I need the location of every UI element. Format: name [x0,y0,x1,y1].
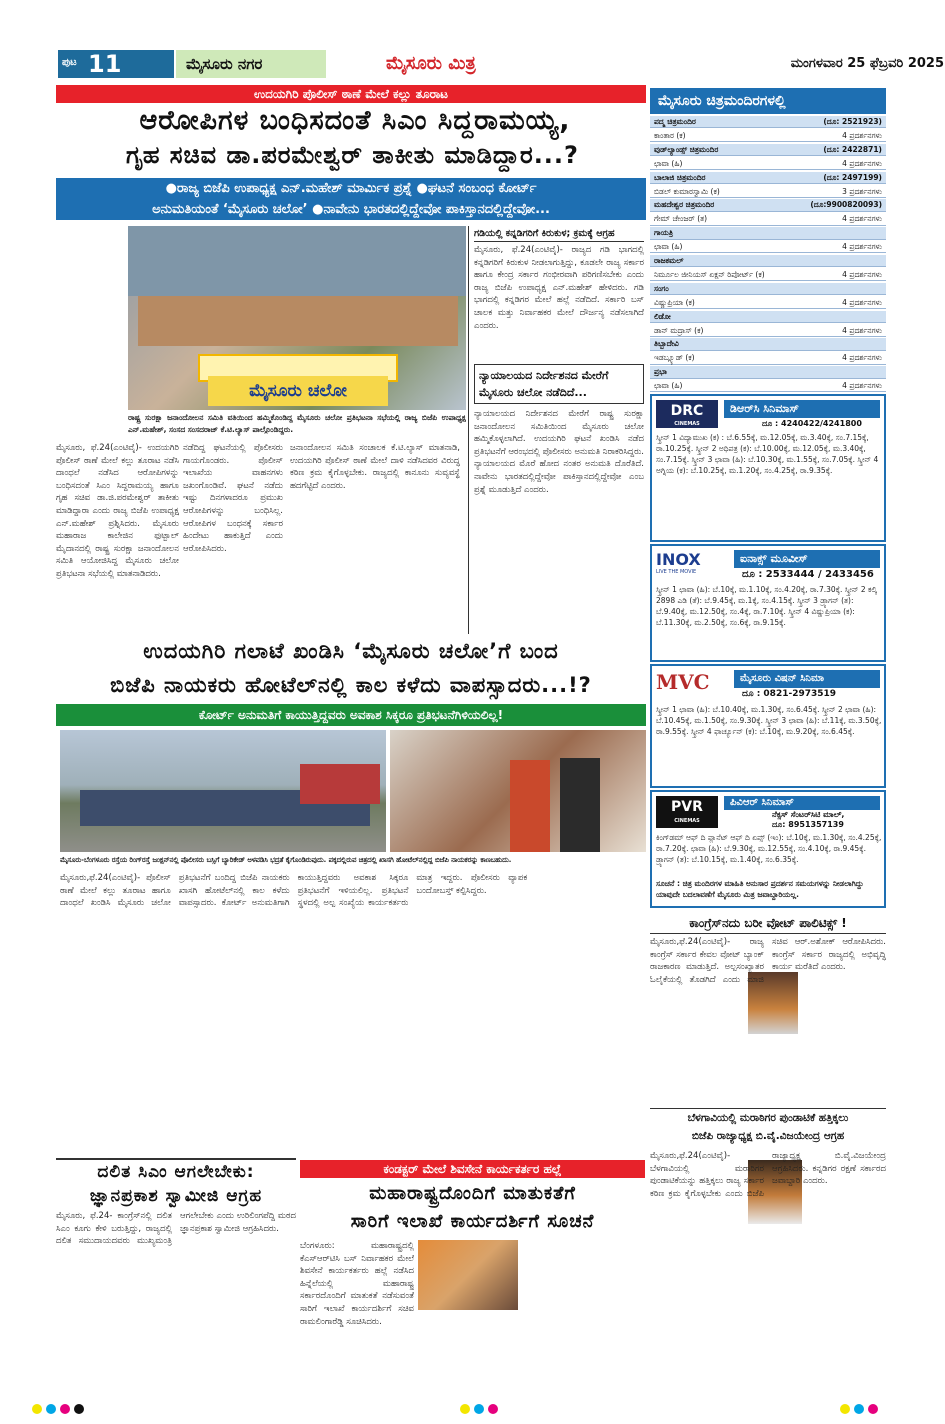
cinema-row [650,352,886,364]
cinema-row [650,297,886,309]
photo-sky [128,226,466,296]
cinema-row-name: ಛಾವಾ (ಹಿ) [654,158,683,168]
cinema-row [650,269,886,281]
yellow-mark-icon [32,1404,42,1414]
cyan-mark-icon [854,1404,864,1414]
cinema-row [650,380,886,392]
issue-date: ಮಂಗಳವಾರ 25 ಫೆಬ್ರವರಿ 2025 [790,56,944,71]
cinema-row-name: ಮಹದೇಶ್ವರ ಚಿತ್ರಮಂದಿರ [654,200,715,210]
cinema-row [650,255,886,267]
cinema-row-info: 4 ಪ್ರದರ್ಶನಗಳು [842,325,882,335]
cinema-row-name: ಇಡಬ್ಲ್ಯೂಡ್ (ಕ) [654,353,695,363]
column-rule [468,226,469,634]
cinema-row-info: 4 ಪ್ರದರ್ಶನಗಳು [842,381,882,391]
pvr-logo-text: PVR [671,799,703,815]
cinema-row-info: 4 ಪ್ರದರ್ಶನಗಳು [842,158,882,168]
story6-headline-2: ಸಾರಿಗೆ ಇಲಾಖೆ ಕಾರ್ಯದರ್ಶಿಗೆ ಸೂಚನೆ [350,1211,595,1232]
story3-body: ನ್ಯಾಯಾಲಯದ ನಿರ್ದೇಶನದ ಮೇರೆಗೆ ರಾಷ್ಟ್ರ ಸುರಕ್ಷಾ ಜನಾಂದೋಲನ ಸಮಿತಿಯಿಂದ ಮೈಸೂರು ಚಲೋ ಹಮ್ಮಿಕೊಳ್ಳಲಾಗಿದೆ. ಉದಯಗಿರಿ ಘಟನೆ ಖಂಡಿಸಿ ನಡೆದ ಪ್ರತಿಭಟನೆಗೆ ಆರಂಭದಲ್ಲಿ ಪೊಲೀಸರು ಅನುಮತಿ ನಿರಾಕರಿಸಿದ್ದರು. ನ್ಯಾಯಾಲಯದ ಮೊರೆ ಹೋದ ನಂತರ ಅನುಮತಿ ದೊರೆತಿದೆ. ನಾವೇನು ಭಾರತದಲ್ಲಿದ್ದೇವೋ ಪಾಕಿಸ್ತಾನದಲ್ಲಿದ್ದೇವೋ ಎಂಬ ಪ್ರಶ್ನೆ ಮೂಡುತ್ತಿದೆ ಎಂದರು. [474,409,644,495]
cinema-row-name: ಛಾವಾ (ಹಿ) [654,242,683,252]
story4-headline-2: ಬಿಜೆಪಿ ನಾಯಕರು ಹೋಟೆಲ್‌ನಲ್ಲಿ ಕಾಲ ಕಳೆದು ವಾಪಸ್ಸಾದರು...!? [110,673,592,697]
mvc-box [650,664,886,788]
pvr-logo [656,796,718,828]
person-dark [560,758,600,852]
story8-body: ಮೈಸೂರು,ಫೆ.24(ಎಂಟಿವೈ)- ಬೆಳಗಾವಿಯಲ್ಲಿ ಮರಾಠಿಗರ ಪುಂಡಾಟಿಕೆಯನ್ನು ಹತ್ತಿಕ್ಕಲು ರಾಜ್ಯ ಸರ್ಕಾರ ಕಠಿಣ ಕ್ರಮ ಕೈಗೊಳ್ಳಬೇಕು ಎಂದು ಬಿಜೆಪಿ ರಾಜ್ಯಾಧ್ಯಕ್ಷ ಬಿ.ವೈ.ವಿಜಯೇಂದ್ರ ಆಗ್ರಹಿಸಿದರು. ಕನ್ನಡಿಗರ ರಕ್ಷಣೆ ಸರ್ಕಾರದ ಜವಾಬ್ದಾರಿ ಎಂದರು. [650,1151,886,1199]
cinema-row-info: 4 ಪ್ರದರ್ಶನಗಳು [842,353,882,363]
story6-headline-1: ಮಹಾರಾಷ್ಟ್ರದೊಂದಿಗೆ ಮಾತುಕತೆಗೆ [369,1183,576,1204]
cinema-row-info: (ದೂ:9900820093) [810,200,882,210]
pvr-subtitle: ನೆಕ್ಸಸ್ ಸೆಂಟರ್‌ಸಿಟಿ ಮಾಲ್, [772,810,845,819]
story2-headline: ಗಡಿಯಲ್ಲಿ ಕನ್ನಡಿಗರಿಗೆ ಕಿರುಕುಳ; ಕ್ರಮಕ್ಕೆ ಆಗ್ರಹ [474,226,644,242]
story1-deck-line1: ●ರಾಜ್ಯ ಬಿಜೆಪಿ ಉಪಾಧ್ಯಕ್ಷ ಎನ್.ಮಹೇಶ್ ಮಾರ್ಮಿಕ ಪ್ರಶ್ನೆ ●ಘಟನೆ ಸಂಬಂಧ ಕೋರ್ಟ್ [165,181,537,196]
story2-body: ಮೈಸೂರು, ಫೆ.24(ಎಂಟಿವೈ)- ರಾಜ್ಯದ ಗಡಿ ಭಾಗದಲ್ಲಿ ಕನ್ನಡಿಗರಿಗೆ ಕಿರುಕುಳ ನೀಡಲಾಗುತ್ತಿದ್ದು, ಕೂಡಲೇ ರಾಜ್ಯ ಸರ್ಕಾರ ಹಾಗೂ ಕೇಂದ್ರ ಸರ್ಕಾರ ಗಂಭೀರವಾಗಿ ಪರಿಗಣಿಸಬೇಕು ಎಂದು ರಾಜ್ಯ ಬಿಜೆಪಿ ಉಪಾಧ್ಯಕ್ಷ ಎನ್.ಮಹೇಶ್ ಹೇಳಿದರು. ಗಡಿ ಭಾಗದಲ್ಲಿ ಕನ್ನಡಿಗರ ಮೇಲೆ ಹಲ್ಲೆ ನಡೆದಿದೆ. ಸರ್ಕಾರಿ ಬಸ್ ಚಾಲಕ ಮತ್ತು ನಿರ್ವಾಹಕರ ಮೇಲೆ ದೌರ್ಜನ್ಯ ನಡೆಸಲಾಗಿದೆ ಎಂದರು. [474,245,644,331]
story8-headline-2: ಬಿಜೆಪಿ ರಾಜ್ಯಾಧ್ಯಕ್ಷ ಬಿ.ವೈ.ವಿಜಯೇಂದ್ರ ಆಗ್ರಹ [691,1130,845,1142]
story4-headline-1: ಉದಯಗಿರಿ ಗಲಾಟೆ ಖಂಡಿಸಿ ‘ಮೈಸೂರು ಚಲೋ’ಗೆ ಬಂದ [143,639,559,663]
story3-headline-2: ಮೈಸೂರು ಚಲೋ ನಡೆದಿದೆ... [479,386,587,399]
story4-photo-police [60,730,386,852]
cinema-row-name: ತಿಬ್ಬಾದೇವಿ [654,339,679,349]
story1-kicker-bar [56,85,646,103]
story7-headline: ಕಾಂಗ್ರೆಸ್‌ನದು ಬರೀ ವೋಟ್ ಪಾಲಿಟಿಕ್ಸ್ ! [650,912,886,934]
story4-photo-caption: ಮೈಸೂರು-ಬೆಂಗಳೂರು ರಸ್ತೆಯ ರಿಂಗ್‌ರಸ್ತೆ ಜಂಕ್ಷನ್‌ನಲ್ಲಿ ಪೊಲೀಸರು ಬಸ್ಸಿಗೆ ಬ್ಯಾರಿಕೇಡ್ ಅಳವಡಿಸಿ ಭದ್ರತೆ ಕೈಗೊಂಡಿರುವುದು. ಪಕ್ಕದಲ್ಲಿರುವ ಚಿತ್ರದಲ್ಲಿ ಖಾಸಗಿ ಹೋಟೆಲ್‌ನಲ್ಲಿದ್ದ ಬಿಜೆಪಿ ನಾಯಕರನ್ನು ಕಾಣಬಹುದು. [60,856,512,864]
bus [300,764,380,804]
section-title: ಮೈಸೂರು ನಗರ [176,50,326,78]
story6-kicker-bar [300,1160,645,1178]
story1-photo [128,226,466,410]
cinema-row-name: ಪ್ರಭಾ [654,367,667,377]
story6-photo [418,1240,518,1310]
pvr-title: ಪಿವಿಆರ್ ಸಿನಿಮಾಸ್ [724,796,880,810]
cinema-row [650,338,886,350]
story1-body-col1: ಮೈಸೂರು, ಫೆ.24(ಎಂಟಿವೈ)- ಉದಯಗಿರಿ ಪೊಲೀಸ್ ಠಾಣೆ ಮೇಲೆ ಕಲ್ಲು ತೂರಾಟ ನಡೆಸಿ ದಾಂಧಲೆ ನಡೆಸಿದ ಆರೋಪಿಗಳನ್ನು ಬಂಧಿಸದಂತೆ ಸಿಎಂ ಸಿದ್ದರಾಮಯ್ಯ ಹಾಗೂ ಗೃಹ ಸಚಿವ ಡಾ.ಜಿ.ಪರಮೇಶ್ವರ್ ತಾಕೀತು ಮಾಡಿದ್ದಾರಾ ಎಂದು ರಾಜ್ಯ ಬಿಜೆಪಿ ಉಪಾಧ್ಯಕ್ಷ ಎನ್.ಮಹೇಶ್ ಪ್ರಶ್ನಿಸಿದರು. ಮೈಸೂರು ಮಹಾರಾಜ ಕಾಲೇಜಿನ ಫುಟ್ಬಾಲ್ ಮೈದಾನದಲ್ಲಿ ರಾಷ್ಟ್ರ ಸುರಕ್ಷಾ ಜನಾಂದೋಲನ ಸಮಿತಿ ಆಯೋಜಿಸಿದ್ದ ಮೈಸೂರು ಚಲೋ ಪ್ರತಿಭಟನಾ ಸಭೆಯಲ್ಲಿ ಮಾತನಾಡಿದರು. [56,443,179,579]
drc-logo [656,400,718,428]
inox-title: ಐನಾಕ್ಸ್ ಮೂವೀಸ್ [734,550,880,568]
story3-headline-box [474,364,644,404]
story1-deck [56,178,646,220]
mvc-schedule: ಸ್ಕ್ರೀನ್ 1 ಛಾವಾ (ಹಿ): ಬೆ.10.40ಕ್ಕೆ, ಮ.1.30ಕ್ಕೆ, ಸಂ.6.45ಕ್ಕೆ. ಸ್ಕ್ರೀನ್ 2 ಛಾವಾ (ಹಿ): ಬೆ.10.45ಕ್ಕೆ, ಮ.1.50ಕ್ಕೆ, ಸಂ.9.30ಕ್ಕೆ. ಸ್ಕ್ರೀನ್ 3 ಛಾವಾ (ಹಿ): ಬೆ.11ಕ್ಕೆ, ಮ.3.50ಕ್ಕೆ, ರಾ.9.55ಕ್ಕೆ. ಸ್ಕ್ರೀನ್ 4 ಫಾರ್ಚ್ಯೂನ್ (ಕ): ಬೆ.10ಕ್ಕೆ, ಮ.9.20ಕ್ಕೆ, ಸಂ.6.45ಕ್ಕೆ. [656,705,882,736]
page-number-box [58,50,174,78]
cinema-row-name: ಬಾಲಾಜಿ ಚಿತ್ರಮಂದಿರ [654,172,706,182]
story4-body: ಮೈಸೂರು,ಫೆ.24(ಎಂಟಿವೈ)- ಪೊಲೀಸ್ ಠಾಣೆ ಮೇಲೆ ಕಲ್ಲು ತೂರಾಟ ಹಾಗೂ ದಾಂಧಲೆ ಖಂಡಿಸಿ ಮೈಸೂರು ಚಲೋ ಪ್ರತಿಭಟನೆಗೆ ಬಂದಿದ್ದ ಬಿಜೆಪಿ ನಾಯಕರು ಖಾಸಗಿ ಹೋಟೆಲ್‌ನಲ್ಲಿ ಕಾಲ ಕಳೆದು ವಾಪಸ್ಸಾದರು. ಕೋರ್ಟ್ ಅನುಮತಿಗಾಗಿ ಕಾಯುತ್ತಿದ್ದವರು ಅವಕಾಶ ಸಿಕ್ಕರೂ ಪ್ರತಿಭಟನೆಗೆ ಇಳಿಯಲಿಲ್ಲ. ಪ್ರತಿಭಟನೆ ಸ್ಥಳದಲ್ಲಿ ಅಲ್ಪ ಸಂಖ್ಯೆಯ ಕಾರ್ಯಕರ್ತರು ಮಾತ್ರ ಇದ್ದರು. ಪೊಲೀಸರು ವ್ಯಾಪಕ ಬಂದೋಬಸ್ತ್ ಕಲ್ಪಿಸಿದ್ದರು. [60,873,528,909]
mvc-phone: ದೂ : 0821-2973519 [742,689,837,699]
cinema-row-name: ಗಾಯತ್ರಿ [654,228,674,238]
cyan-mark-icon [474,1404,484,1414]
inox-logo-sub: LIVE THE MOVIE [656,569,697,575]
pvr-schedule: ಕಿಂಗ್‌ಡಮ್ ಆಫ್ ದಿ ಪ್ಲಾನೆಟ್ ಆಫ್ ದಿ ಏಪ್ಸ್ (ಇಂ): ಬೆ.10ಕ್ಕೆ, ಮ.1.30ಕ್ಕೆ, ಸಂ.4.25ಕ್ಕೆ, ರಾ.7.20ಕ್ಕೆ. ಛಾವಾ (ಹಿ): ಬೆ.9.30ಕ್ಕೆ, ಮ.12.55ಕ್ಕೆ, ಸಂ.4.10ಕ್ಕೆ, ರಾ.9.45ಕ್ಕೆ. ಡ್ರ್ಯಾಗನ್ (ತ): ಬೆ.10.15ಕ್ಕೆ, ಮ.1.40ಕ್ಕೆ, ಸಂ.6.35ಕ್ಕೆ. [656,833,882,864]
magenta-mark-icon [60,1404,70,1414]
cinema-row [650,366,886,378]
story7-body: ಮೈಸೂರು,ಫೆ.24(ಎಂಟಿವೈ)- ರಾಜ್ಯ ಕಾಂಗ್ರೆಸ್ ಸರ್ಕಾರ ಕೇವಲ ವೋಟ್ ಬ್ಯಾಂಕ್ ರಾಜಕಾರಣ ಮಾಡುತ್ತಿದೆ. ಅಲ್ಪಸಂಖ್ಯಾತರ ಓಲೈಕೆಯಲ್ಲಿ ತೊಡಗಿದೆ ಎಂದು ಮಾಜಿ ಸಚಿವ ಆರ್.ಅಶೋಕ್ ಆರೋಪಿಸಿದರು. ಕಾಂಗ್ರೆಸ್ ಸರ್ಕಾರ ರಾಜ್ಯದಲ್ಲಿ ಅಭಿವೃದ್ಧಿ ಕಾರ್ಯ ಮರೆತಿದೆ ಎಂದರು. [650,937,886,985]
cinema-row-name: ಲಿಡೋ [654,311,671,321]
cyan-mark-icon [46,1404,56,1414]
story4-deck: ಕೋರ್ಟ್ ಅನುಮತಿಗೆ ಕಾಯುತ್ತಿದ್ದವರು ಅವಕಾಶ ಸಿಕ್ಕರೂ ಪ್ರತಿಭಟನೆಗಿಳಿಯಲಿಲ್ಲ! [56,704,646,726]
cinema-row-info: 4 ಪ್ರದರ್ಶನಗಳು [842,242,882,252]
pvr-box [650,790,886,908]
masthead-logo: ಮೈಸೂರು ಮಿತ್ರ [386,53,476,74]
cinema-row-info: 4 ಪ್ರದರ್ಶನಗಳು [842,130,882,140]
cinema-row [650,227,886,239]
cinema-row [650,186,886,198]
cinema-row-info: 4 ಪ್ರದರ್ಶನಗಳು [842,214,882,224]
story6-body-col1: ಬೆಂಗಳೂರು: ಮಹಾರಾಷ್ಟ್ರದಲ್ಲಿ ಕೆಎಸ್‌ಆರ್‌ಟಿಸಿ ಬಸ್ ನಿರ್ವಾಹಕರ ಮೇಲೆ ಶಿವಸೇನೆ ಕಾರ್ಯಕರ್ತರು ಹಲ್ಲೆ ನಡೆಸಿದ ಹಿನ್ನೆಲೆಯಲ್ಲಿ ಮಹಾರಾಷ್ಟ್ರ ಸರ್ಕಾರದೊಂದಿಗೆ ಮಾತುಕತೆ ನಡೆಸುವಂತೆ ಸಾರಿಗೆ ಇಲಾಖೆ ಕಾರ್ಯದರ್ಶಿಗೆ ಸಚಿವ ರಾಮಲಿಂಗಾರೆಡ್ಡಿ ಸೂಚಿಸಿದರು. [300,1241,414,1327]
story5-headline-1: ದಲಿತ ಸಿಎಂ ಆಗಲೇಬೇಕು: [97,1162,255,1182]
cinema-row-info: (ದೂ: 2422871) [823,144,882,154]
story1-kicker: ಉದಯಗಿರಿ ಪೊಲೀಸ್ ಠಾಣೆ ಮೇಲೆ ಕಲ್ಲು ತೂರಾಟ [253,87,449,101]
story6-kicker: ಕಂಡಕ್ಟರ್ ಮೇಲೆ ಶಿವಸೇನೆ ಕಾರ್ಯಕರ್ತರ ಹಲ್ಲೆ [383,1162,562,1176]
cinema-row [650,116,886,128]
pvr-notice: ಸೂಚನೆ : ಚಿತ್ರ ಮಂದಿರಗಳ ಮಾಹಿತಿ ಅನುಸಾರ ಪ್ರದರ್ಶನ ಸಮಯಗಳನ್ನು ನೀಡಲಾಗಿದ್ದು ಯಾವುದೇ ಬದಲಾವಣೆಗೆ ಮೈಸೂರು ಮಿತ್ರ ಜವಾಬ್ದಾರಿಯಲ್ಲ. [656,879,864,899]
cinema-row-name: ರಾಜಕಮಲ್ [654,256,684,265]
pvr-phone: ದೂ: 8951357139 [772,820,844,829]
cinema-row [650,325,886,337]
mvc-title: ಮೈಸೂರು ವಿಷನ್ ಸಿನಿಮಾ [734,670,880,688]
drc-phone: ದೂ : 4240422/4241800 [762,419,862,428]
drc-schedule: ಸ್ಕ್ರೀನ್ 1 ವಿದ್ಯಾಮುಖ (ಕ) : ಬೆ.6.55ಕ್ಕೆ, ಮ.12.05ಕ್ಕೆ, ಮ.3.40ಕ್ಕೆ, ಸಂ.7.15ಕ್ಕೆ, ರಾ.10.25ಕ್ಕೆ. ಸ್ಕ್ರೀನ್ 2 ಅಧಿಪತ್ರ (ಕ): ಬೆ.10.00ಕ್ಕೆ, ಮ.12.05ಕ್ಕೆ, ಮ.3.40ಕ್ಕೆ, ಸಂ.7.15ಕ್ಕೆ. ಸ್ಕ್ರೀನ್ 3 ಛಾವಾ (ಹಿ): ಬೆ.10.30ಕ್ಕೆ, ಮ.1.55ಕ್ಕೆ, ಸಂ.7.05ಕ್ಕೆ. ಸ್ಕ್ರೀನ್ 4 ಅಗ್ನಿಯ (ಕ): ಬೆ.10.25ಕ್ಕೆ, ಮ.1.20ಕ್ಕೆ, ಸಂ.4.25ಕ್ಕೆ, ರಾ.9.35ಕ್ಕೆ. [656,433,879,475]
story1-headline-1: ಆರೋಪಿಗಳ ಬಂಧಿಸದಂತೆ ಸಿಎಂ ಸಿದ್ದರಾಮಯ್ಯ, [139,105,571,136]
black-mark-icon [74,1404,84,1414]
cinema-row [650,311,886,323]
cinema-row-name: ಡಾನ್ ಮದ್ರಾಸ್ (ಕ) [654,325,704,335]
drc-cinemas-box [650,394,886,542]
story1-body-col3: ಜನಾಂದೋಲನ ಸಮಿತಿ ಸಂಚಾಲಕ ಕೆ.ಟಿ.ಲ್ಯಾಸ್ ಮಾತನಾಡಿ, ಉದಯಗಿರಿ ಪೊಲೀಸ್ ಠಾಣೆ ಮೇಲೆ ದಾಳಿ ನಡೆಸಿದವರ ವಿರುದ್ಧ ಕಠಿಣ ಕ್ರಮ ಕೈಗೊಳ್ಳಬೇಕು. ರಾಜ್ಯದಲ್ಲಿ ಕಾನೂನು ಸುವ್ಯವಸ್ಥೆ ಹದಗೆಟ್ಟಿದೆ ಎಂದರು. [290,443,460,491]
cinema-row-name: ಛಾವಾ (ಹಿ) [654,381,683,391]
cinema-row [650,144,886,156]
inox-box [650,544,886,662]
cinema-row-name: ಬಿಡಲ್ ಕುಮಾರಸ್ವಾಮಿ (ಕ) [654,186,720,196]
cinema-row-info: 3 ಪ್ರದರ್ಶನಗಳು [842,186,882,196]
cinema-row [650,130,886,142]
yellow-mark-icon [460,1404,470,1414]
cinema-row-info: 4 ಪ್ರದರ್ಶನಗಳು [842,297,882,307]
cinema-row-name: ನಿರ್ಮೂಲ ಜೀನಿಯಸ್ ಏಕ್ಷನ್ ರಿಪೋರ್ಟ್ (ಕ) [654,269,765,279]
cinema-row-name: ಪದ್ಮ ಚಿತ್ರಮಂದಿರ [654,117,696,126]
magenta-mark-icon [868,1404,878,1414]
cinema-row-info: 4 ಪ್ರದರ್ಶನಗಳು [842,269,882,279]
cinema-row-name: ಕಾಂತಾರ (ಕ) [654,130,686,140]
cinema-row [650,158,886,170]
mvc-logo: MVC [656,670,710,694]
story5-headline-2: ಜ್ಞಾನಪ್ರಕಾಶ ಸ್ವಾಮೀಜಿ ಆಗ್ರಹ [89,1186,263,1206]
cinema-row [650,213,886,225]
cinema-row [650,199,886,211]
inox-logo-text: INOX [656,550,701,569]
cinema-row-name: ವಿಷ್ಣುಪ್ರಿಯಾ (ಕ) [654,297,695,307]
person-orange-shawl [510,760,550,852]
story8-headline-1: ಬೆಳಗಾವಿಯಲ್ಲಿ ಮರಾಠಿಗರ ಪುಂಡಾಟಿಕೆ ಹತ್ತಿಕ್ಕಲು [687,1112,849,1124]
cinema-row-name: ಗೇಮ್ ಚೇಂಜರ್ (ತ) [654,214,708,224]
drc-title: ಡಿಆರ್‌ಸಿ ಸಿನಿಮಾಸ್ [724,400,880,418]
photo-banner-text: ಮೈಸೂರು ಚಲೋ [208,376,388,406]
cinema-row-name: ವುಡ್‌ಲ್ಯಾಂಡ್ಸ್ ಚಿತ್ರಮಂದಿರ [654,144,719,154]
drc-logo-sub: CINEMAS [674,421,700,427]
story1-headline-2: ಗೃಹ ಸಚಿವ ಡಾ.ಪರಮೇಶ್ವರ್ ತಾಕೀತು ಮಾಡಿದ್ದಾರ...? [126,141,579,169]
yellow-mark-icon [840,1404,850,1414]
page-number: 11 [88,50,122,78]
story8-headline-box [650,1108,886,1146]
inox-schedule: ಸ್ಕ್ರೀನ್ 1 ಛಾವಾ (ಹಿ): ಬೆ.10ಕ್ಕೆ, ಮ.1.10ಕ್ಕೆ, ಸಂ.4.20ಕ್ಕೆ, ರಾ.7.30ಕ್ಕೆ. ಸ್ಕ್ರೀನ್ 2 ಕಲ್ಕಿ 2898 ಎಡಿ (ತೆ): ಬೆ.9.45ಕ್ಕೆ, ಮ.1ಕ್ಕೆ, ಸಂ.4.15ಕ್ಕೆ. ಸ್ಕ್ರೀನ್ 3 ಡ್ರ್ಯಾಗನ್ (ತ): ಬೆ.9.40ಕ್ಕೆ, ಮ.12.50ಕ್ಕೆ, ಸಂ.4ಕ್ಕೆ, ರಾ.7.10ಕ್ಕೆ. ಸ್ಕ್ರೀನ್ 4 ವಿಷ್ಣುಪ್ರಿಯಾ (ಕ): ಬೆ.11.30ಕ್ಕೆ, ಮ.2.50ಕ್ಕೆ, ಸಂ.6ಕ್ಕೆ, ರಾ.9.15ಕ್ಕೆ. [656,585,877,627]
story4-photo-hotel [390,730,646,852]
drc-logo-text: DRC [670,403,704,419]
inox-phone: ದೂ : 2533444 / 2433456 [742,569,874,580]
cinema-row [650,241,886,253]
photo-crowd [138,296,458,346]
page-header [56,48,945,80]
story5-body: ಮೈಸೂರು, ಫೆ.24- ಕಾಂಗ್ರೆಸ್‌ನಲ್ಲಿ ದಲಿತ ಸಿಎಂ ಕೂಗು ಕೇಳಿ ಬರುತ್ತಿದ್ದು, ರಾಜ್ಯದಲ್ಲಿ ದಲಿತ ಸಮುದಾಯದವರು ಮುಖ್ಯಮಂತ್ರಿ ಆಗಲೇಬೇಕು ಎಂದು ಉರಿಲಿಂಗಪೆದ್ದಿ ಮಠದ ಜ್ಞಾನಪ್ರಕಾಶ ಸ್ವಾಮೀಜಿ ಆಗ್ರಹಿಸಿದರು. [56,1211,296,1247]
story3-headline-1: ನ್ಯಾಯಾಲಯದ ನಿರ್ದೇಶನದ ಮೇರೆಗೆ [479,369,609,382]
cinema-row [650,172,886,184]
cinema-listing-header: ಮೈಸೂರು ಚಿತ್ರಮಂದಿರಗಳಲ್ಲಿ [650,88,886,114]
story1-photo-caption: ರಾಷ್ಟ್ರ ಸುರಕ್ಷಾ ಜನಾಂದೋಲನ ಸಮಿತಿ ವತಿಯಿಂದ ಹಮ್ಮಿಕೊಂಡಿದ್ದ ಮೈಸೂರು ಚಲೋ ಪ್ರತಿಭಟನಾ ಸಭೆಯಲ್ಲಿ ರಾಜ್ಯ ಬಿಜೆಪಿ ಉಪಾಧ್ಯಕ್ಷ ಎನ್.ಮಹೇಶ್, ಸಂಸದ ಸಂಸದರಾಜ್ ಕೆ.ಟಿ.ಲ್ಯಾಸ್ ಪಾಲ್ಗೊಂಡಿದ್ದರು. [128,413,466,434]
magenta-mark-icon [488,1404,498,1414]
page-label: ಪುಟ [62,57,77,68]
cinema-row-info: (ದೂ: 2521923) [823,117,882,126]
cinema-row-info: (ದೂ: 2497199) [823,172,882,182]
story1-deck-line2: ಅನುಮತಿಯಂತೆ ‘ಮೈಸೂರು ಚಲೋ’ ●ನಾವೇನು ಭಾರತದಲ್ಲಿದ್ದೇವೋ ಪಾಕಿಸ್ತಾನದಲ್ಲಿದ್ದೇವೋ... [152,202,550,217]
cinema-row-name: ಸಂಗಂ [654,283,669,293]
story1-body-col2: ನಡೆದಿದ್ದ ಘಟನೆಯಲ್ಲಿ ಪೊಲೀಸರು ಗಾಯಗೊಂಡರು. ಪೊಲೀಸ್ ಇಲಾಖೆಯ ವಾಹನಗಳು ಜಖಂಗೊಂಡಿವೆ. ಘಟನೆ ನಡೆದು ಇಷ್ಟು ದಿನಗಳಾದರೂ ಪ್ರಮುಖ ಆರೋಪಿಗಳನ್ನು ಬಂಧಿಸಿಲ್ಲ. ಆರೋಪಿಗಳ ಬಂಧನಕ್ಕೆ ಸರ್ಕಾರ ಹಿಂದೇಟು ಹಾಕುತ್ತಿದೆ ಎಂದು ಆರೋಪಿಸಿದರು. [183,443,283,554]
inox-logo [656,550,728,582]
registration-marks [0,1404,945,1414]
pvr-logo-sub: CINEMAS [674,818,700,824]
cinema-row [650,283,886,295]
story5-headline-box [56,1158,296,1206]
